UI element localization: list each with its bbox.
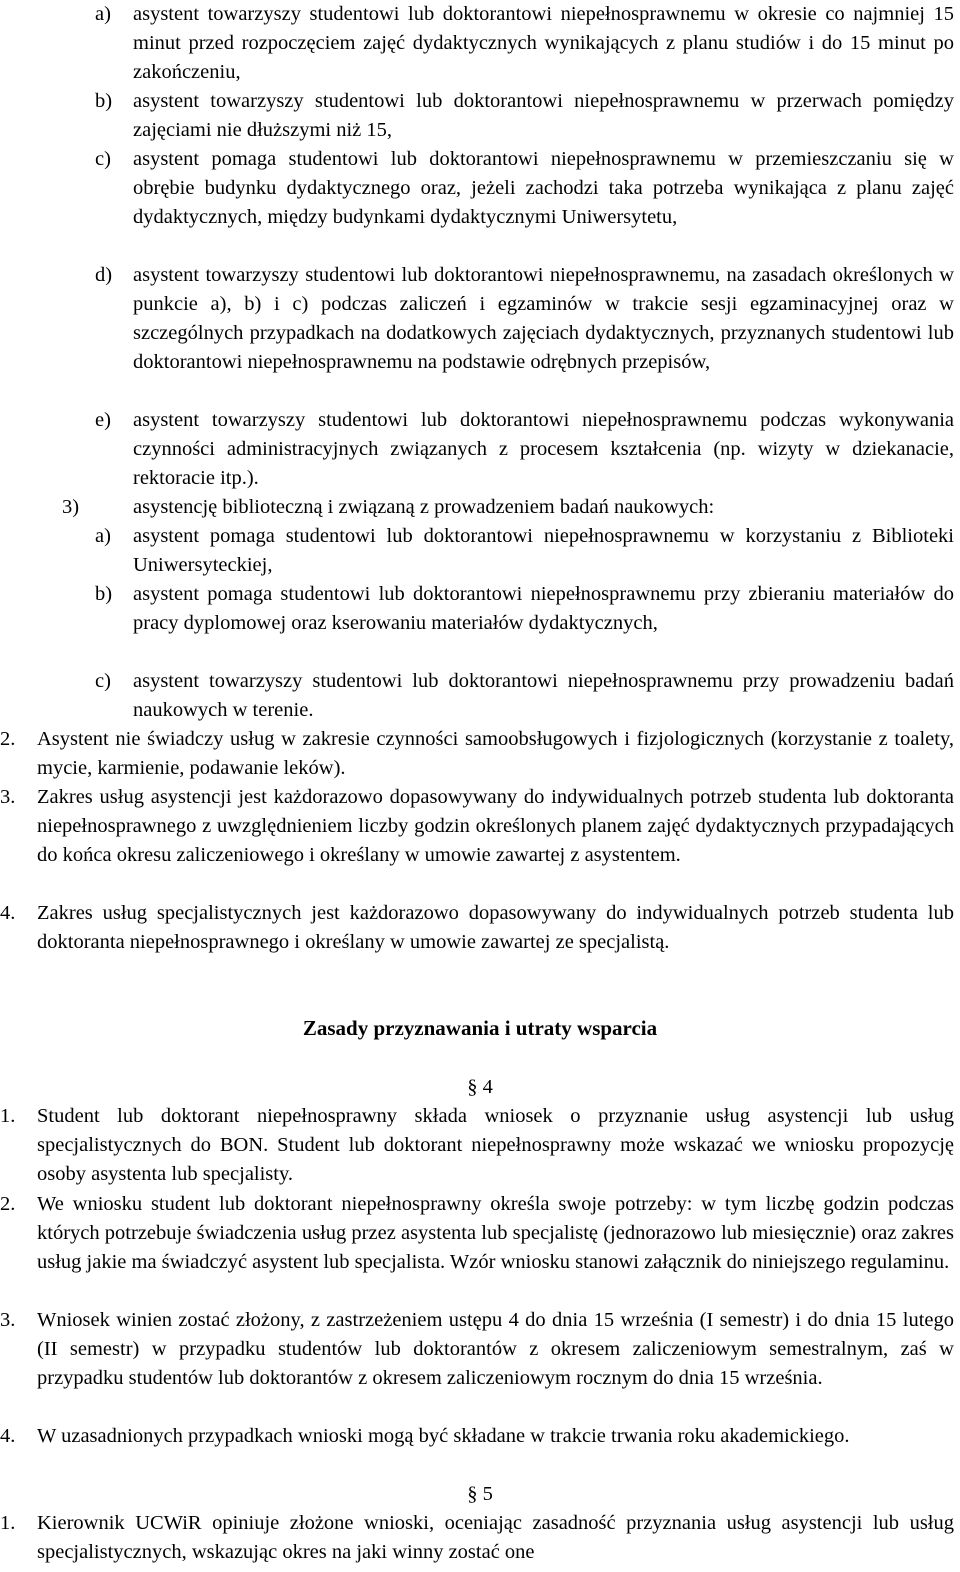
section-number-5: § 5: [467, 1483, 493, 1505]
paragraph-text: Zakres usług specjalistycznych jest każdorazowo dopasowywany do indywidualnych potrzeb studenta lub doktoranta niepełnosprawnego i określany w umowie zawartej ze specjalistą.: [37, 902, 954, 953]
list-text: asystent pomaga studentowi lub doktorantowi niepełnosprawnemu w przemieszczaniu się w obrębie budynku dydaktycznego oraz, jeżeli zachodzi taka potrzeba wynikająca z planu zajęć dydaktycznych, między budynkami dydaktycznymi Uniwersytetu,: [133, 148, 954, 228]
paragraph-number: 3.: [0, 786, 16, 808]
paragraph-text: Kierownik UCWiR opiniuje złożone wnioski, oceniając zasadność przyznania usług asystencji lub usług specjalistycznych, wskazując okres na jaki winny zostać one: [37, 1512, 954, 1563]
paragraph-number: 4.: [0, 902, 16, 924]
paragraph-text: Wniosek winien zostać złożony, z zastrzeżeniem ustępu 4 do dnia 15 września (I semestr) i do dnia 15 lutego (II semestr) w przypadku studentów lub doktorantów z okresem zaliczeniowym semestralnym, zaś w przypadku studentów lub doktorantów z okresem zaliczeniowym rocznym do dnia 15 września.: [37, 1309, 954, 1389]
paragraph-4-1: [0, 1102, 954, 1189]
list-label: e): [95, 409, 111, 431]
list-label: c): [95, 148, 111, 170]
point-3: [62, 493, 954, 522]
list-text: asystent pomaga studentowi lub doktorantowi niepełnosprawnemu w korzystaniu z Biblioteki Uniwersyteckiej,: [133, 525, 954, 576]
paragraph-text: Asystent nie świadczy usług w zakresie czynności samoobsługowych i fizjologicznych (korzystanie z toalety, mycie, karmienie, podawanie leków).: [37, 728, 954, 779]
section-heading: Zasady przyznawania i utraty wsparcia: [302, 1016, 658, 1040]
list-label: a): [95, 525, 111, 547]
paragraph-5-1: [0, 1509, 954, 1567]
paragraph-2: [0, 725, 954, 783]
list-text: asystent pomaga studentowi lub doktorantowi niepełnosprawnemu przy zbieraniu materiałów do pracy dyplomowej oraz kserowaniu materiałów dydaktycznych,: [133, 583, 954, 634]
list-label: b): [95, 90, 113, 112]
paragraph-4-3: [0, 1306, 954, 1393]
paragraph-text: Student lub doktorant niepełnosprawny składa wniosek o przyznanie usług asystencji lub usług specjalistycznych do BON. Student lub doktorant niepełnosprawny może wskazać we wniosku propozycję osoby asystenta lub specjalisty.: [37, 1105, 954, 1185]
list-item-a: [95, 0, 954, 87]
paragraph-number: 1.: [0, 1105, 16, 1127]
paragraph-4-2: [0, 1190, 954, 1277]
list-item-c: [95, 145, 954, 232]
paragraph-number: 4.: [0, 1425, 16, 1447]
library-item-a: [95, 522, 954, 580]
library-item-b: [95, 580, 954, 638]
list-item-e: [95, 406, 954, 493]
section-number-4: § 4: [467, 1076, 493, 1098]
list-item-b: [95, 87, 954, 145]
list-text: asystent towarzyszy studentowi lub doktorantowi niepełnosprawnemu, na zasadach określonych w punkcie a), b) i c) podczas zaliczeń i egzaminów w trakcie sesji egzaminacyjnej oraz w szczególnych przypadkach na dodatkowych zajęciach dydaktycznych, przyznanych studentowi lub doktorantowi niepełnosprawnemu na podstawie odrębnych przepisów,: [133, 264, 954, 373]
paragraph-4-4: [0, 1422, 954, 1451]
point-text: asystencję biblioteczną i związaną z prowadzeniem badań naukowych:: [133, 496, 715, 518]
list-item-d: [95, 261, 954, 377]
library-item-c: [95, 667, 954, 725]
list-label: d): [95, 264, 113, 286]
paragraph-number: 2.: [0, 728, 16, 750]
list-text: asystent towarzyszy studentowi lub doktorantowi niepełnosprawnemu w przerwach pomiędzy zajęciami nie dłuższymi niż 15,: [133, 90, 954, 141]
point-label: 3): [62, 496, 80, 518]
paragraph-text: Zakres usług asystencji jest każdorazowo dopasowywany do indywidualnych potrzeb studenta lub doktoranta niepełnosprawnego z uwzględnieniem liczby godzin określonych planem zajęć dydaktycznych przypadających do końca okresu zaliczeniowego i określany w umowie zawartej z asystentem.: [37, 786, 954, 866]
paragraph-4: [0, 899, 954, 957]
paragraph-number: 3.: [0, 1309, 16, 1331]
paragraph-3: [0, 783, 954, 870]
paragraph-number: 2.: [0, 1193, 16, 1215]
list-label: a): [95, 3, 111, 25]
paragraph-text: W uzasadnionych przypadkach wnioski mogą być składane w trakcie trwania roku akademickiego.: [37, 1425, 850, 1447]
list-text: asystent towarzyszy studentowi lub doktorantowi niepełnosprawnemu w okresie co najmniej 15 minut przed rozpoczęciem zajęć dydaktycznych wynikających z planu studiów i do 15 minut po zakończeniu,: [133, 3, 954, 83]
paragraph-number: 1.: [0, 1512, 16, 1534]
list-label: b): [95, 583, 113, 605]
list-text: asystent towarzyszy studentowi lub doktorantowi niepełnosprawnemu podczas wykonywania czynności administracyjnych związanych z procesem kształcenia (np. wizyty w dziekanacie, rektoracie itp.).: [133, 409, 954, 489]
paragraph-text: We wniosku student lub doktorant niepełnosprawny określa swoje potrzeby: w tym liczbę godzin podczas których potrzebuje świadczenia usług przez asystenta lub specjalistę (jednorazowo lub miesięcznie) oraz zakres usług jakie ma świadczyć asystent lub specjalista. Wzór wniosku stanowi załącznik do niniejszego regulaminu.: [37, 1193, 954, 1273]
list-text: asystent towarzyszy studentowi lub doktorantowi niepełnosprawnemu przy prowadzeniu badań naukowych w terenie.: [133, 670, 954, 721]
list-label: c): [95, 670, 111, 692]
